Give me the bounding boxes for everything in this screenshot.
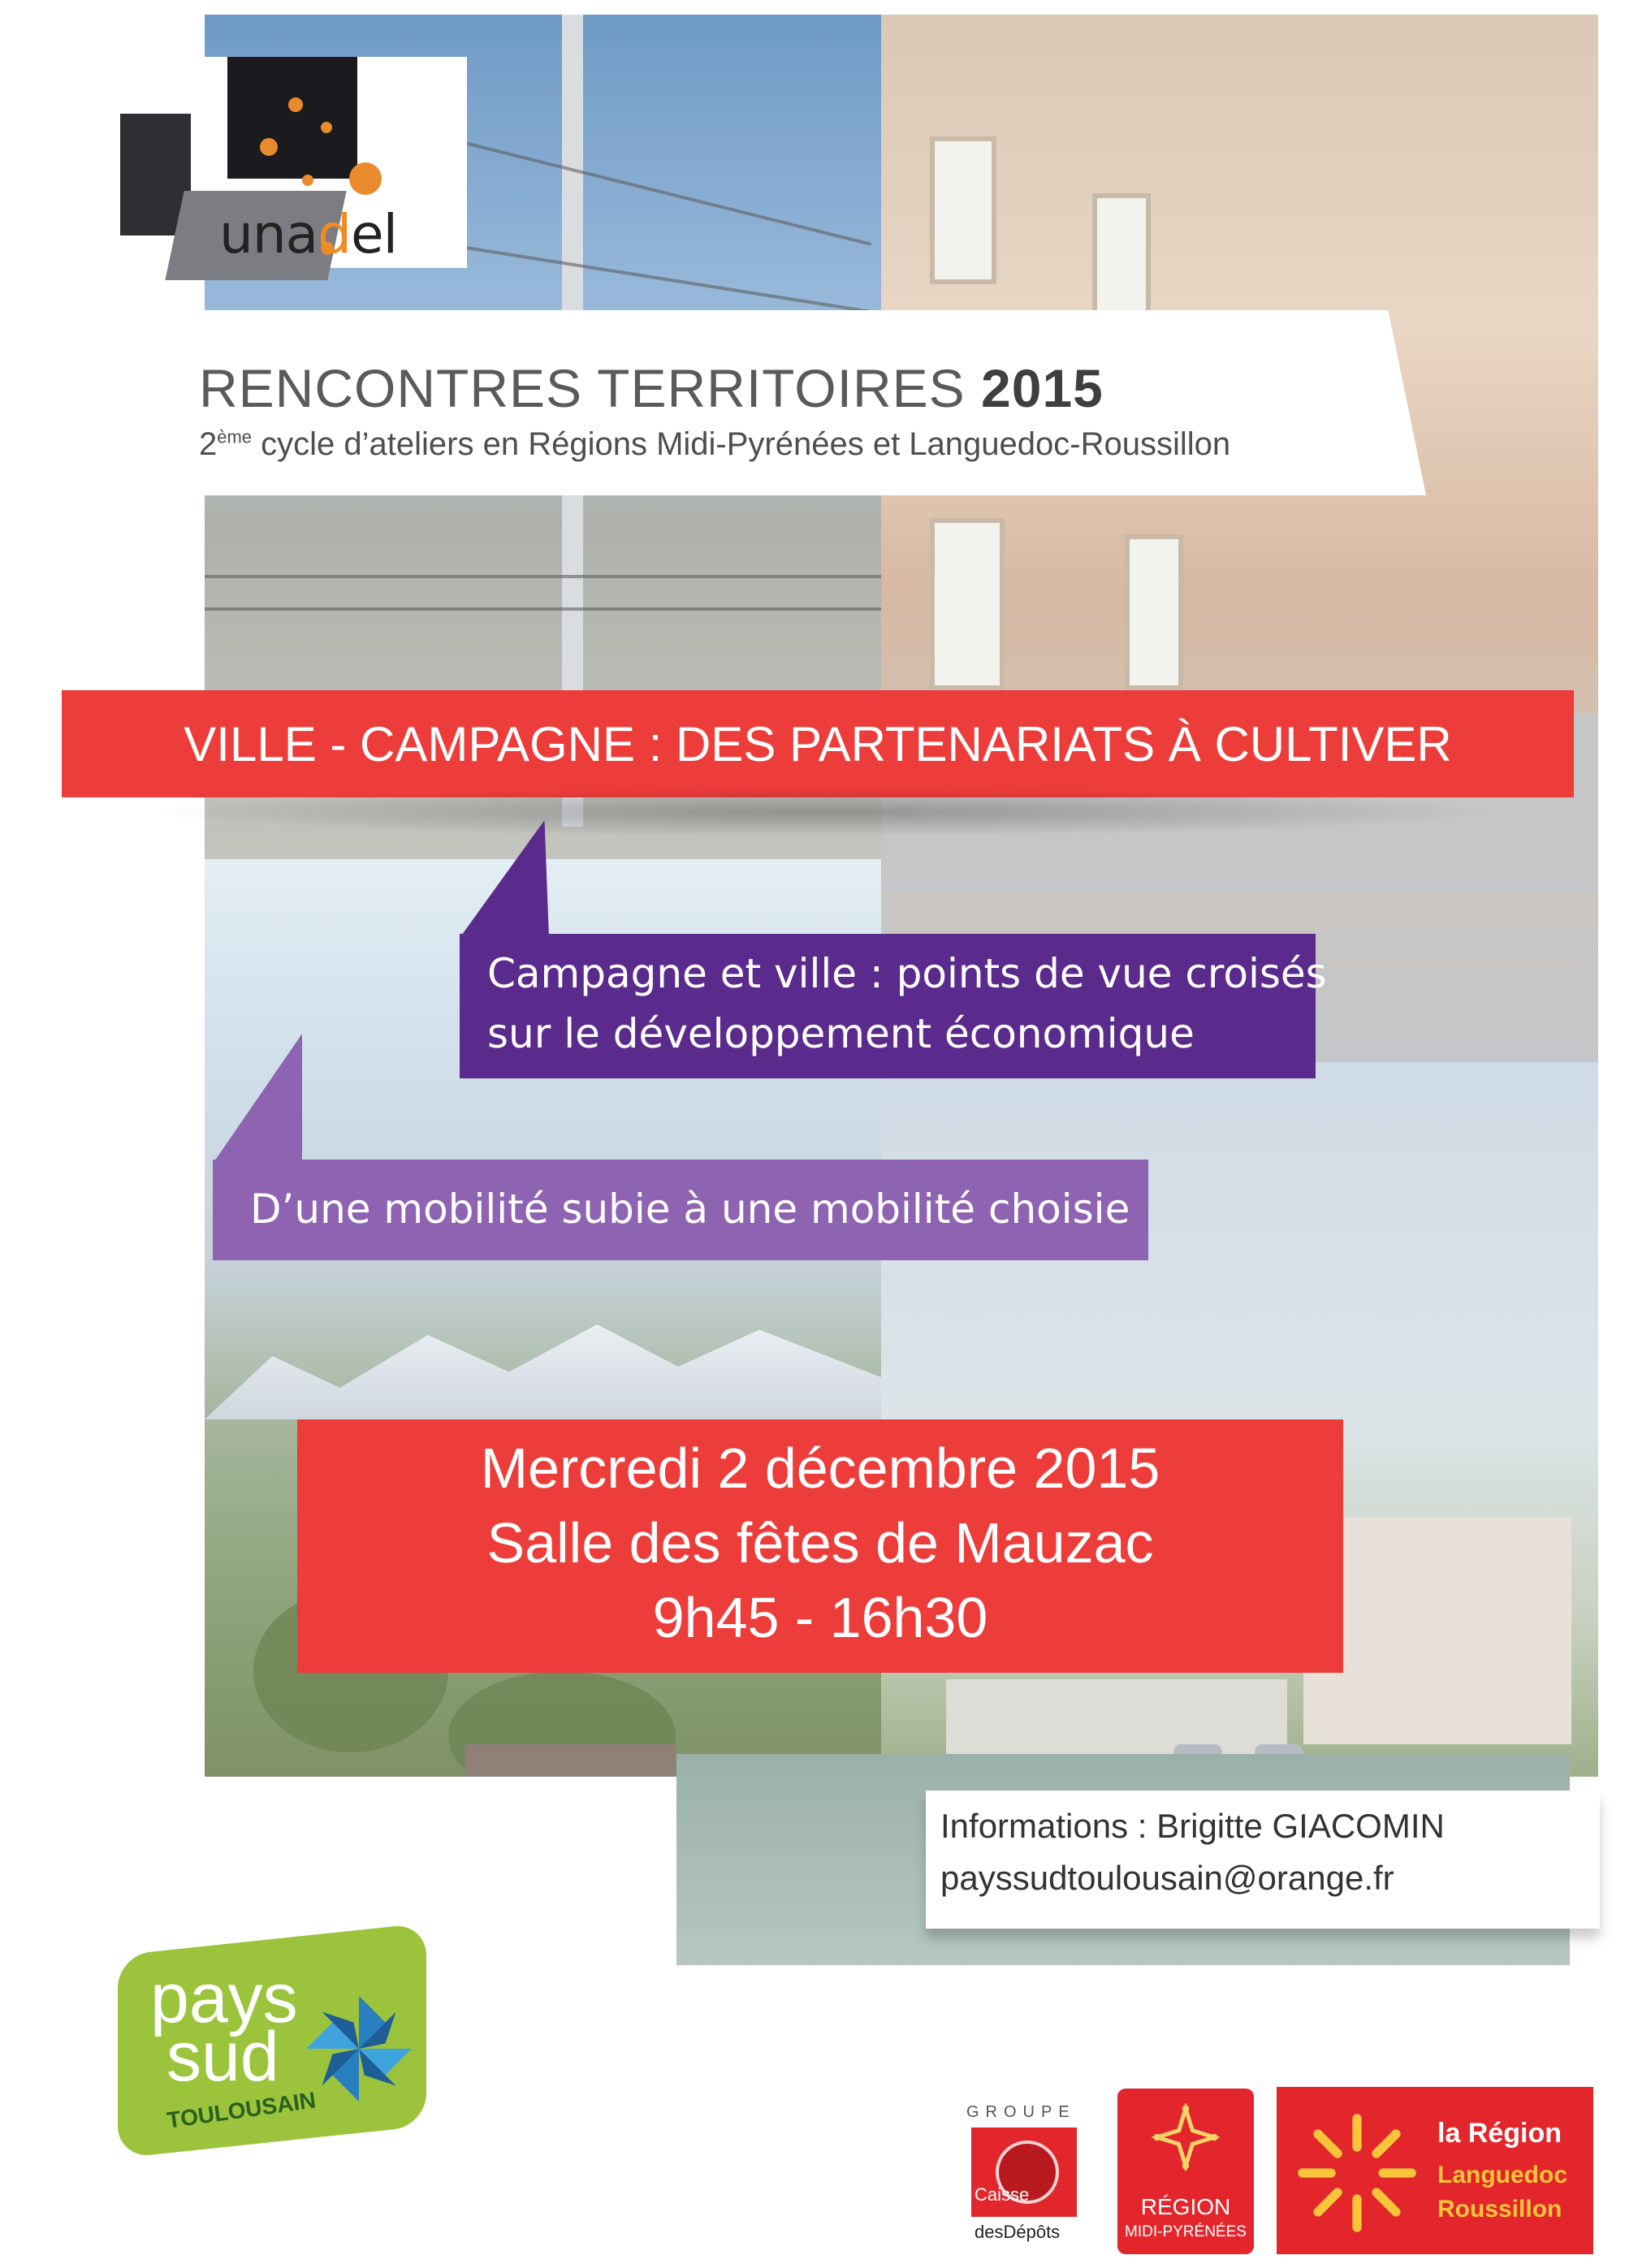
low-building — [946, 1679, 1287, 1760]
pays-sud-toulousain-logo: pays sud TOULOUSAIN — [118, 1931, 426, 2150]
sun-cross-icon — [1288, 2108, 1426, 2238]
house-window — [930, 136, 996, 284]
page-subtitle: 2ème cycle d’ateliers en Régions Midi-Pyrénées et Languedoc-Roussillon — [199, 426, 1231, 462]
theme-shadow — [143, 788, 1507, 836]
contact-email[interactable]: payssudtoulousain@orange.fr — [940, 1859, 1394, 1897]
rail-track — [205, 575, 881, 578]
region-midi-pyrenees-logo: RÉGION MIDI-PYRÉNÉES — [1117, 2089, 1254, 2254]
event-details — [297, 1419, 1343, 1673]
warehouse-building — [1303, 1517, 1571, 1744]
caisse-des-depots-logo: GROUPE Caisse desDépôts — [966, 2103, 1076, 2242]
unadel-wordmark: unadel — [219, 203, 397, 266]
workshop-bubble-mobility: D’une mobilité subie à une mobilité choisie — [213, 1160, 1148, 1260]
region-languedoc-roussillon-logo: la Région Languedoc Roussillon — [1277, 2087, 1593, 2254]
contact-name: Informations : Brigitte GIACOMIN — [940, 1807, 1445, 1845]
house-window — [1125, 534, 1183, 690]
pinwheel-icon — [306, 1996, 412, 2102]
theme-banner — [62, 690, 1574, 797]
occitan-cross-icon — [1152, 2103, 1220, 2171]
workshop-bubble-economy: Campagne et ville : points de vue croisés sur le développement économique — [460, 934, 1316, 1078]
contact-info — [926, 1791, 1600, 1929]
event-date: Mercredi 2 décembre 2015 — [480, 1436, 1160, 1500]
house-window — [930, 518, 1005, 690]
theme-title: VILLE - CAMPAGNE : DES PARTENARIATS À CULTIVER — [184, 716, 1452, 771]
rail-track — [205, 607, 881, 611]
event-place: Salle des fêtes de Mauzac — [486, 1511, 1154, 1575]
farmhouse-roof — [465, 1744, 676, 1777]
unadel-logo — [114, 49, 471, 325]
page-title: RENCONTRES TERRITOIRES 2015 — [199, 358, 1104, 418]
street-houses-photo — [881, 15, 1598, 1062]
event-time: 9h45 - 16h30 — [652, 1586, 988, 1649]
